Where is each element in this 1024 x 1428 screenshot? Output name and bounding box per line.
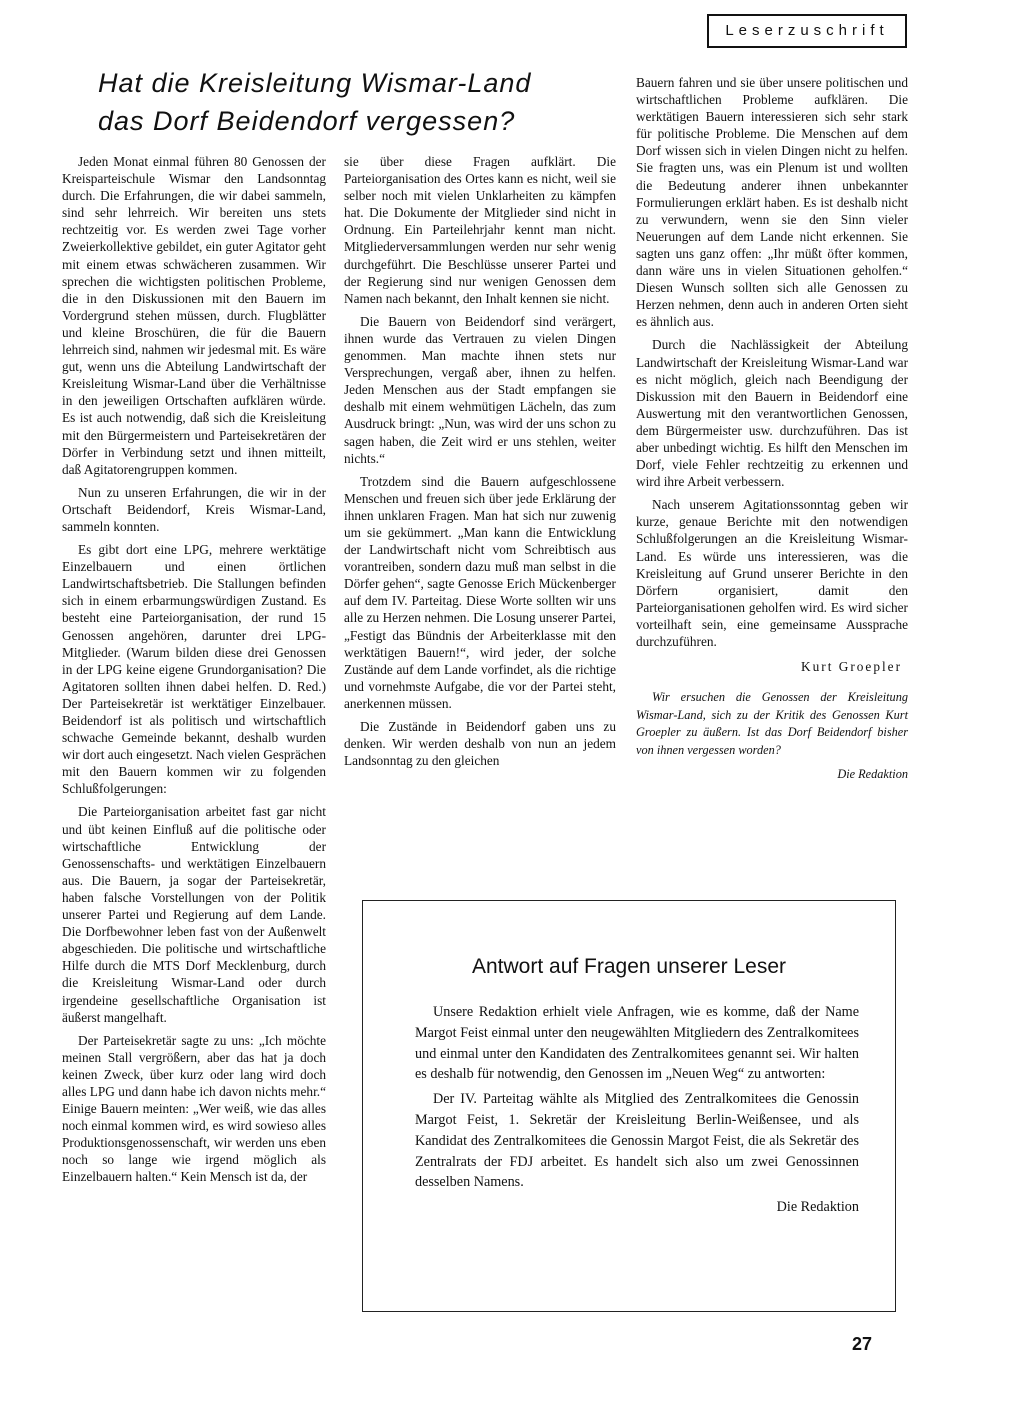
answer-box-body — [415, 1002, 859, 1222]
article-column-1 — [62, 153, 326, 1192]
answer-signature: Die Redaktion — [776, 1199, 859, 1216]
paragraph: Der Parteisekretär sagte zu uns: „Ich möchte meinen Stall vergrößern, aber das hat ja doch keinen Zweck, über kurz oder lang wird doch alles LPG und dann habe ich davon nichts mehr.“ Einige Bauern meinten: „Wer weiß, wie das alles noch einmal kommen wird, es wird sowieso alles Produktionsgenossenschaft, wir werden uns eben noch so lange wie irgend möglich als Einzelbauern halten.“ Kein Mensch ist da, der — [62, 1032, 326, 1185]
paragraph: Die Bauern von Beidendorf sind verärgert, ihnen wurde das Vertrauen zu vielen Dingen genommen. Man machte ihnen stets nur Versprechungen, vergaß aber, ihnen zu helfen. Jeden Menschen aus der Stadt empfangen sie deshalb mit einem wehmütigen Lächeln, das zum Ausdruck bringt: „Nun, was wird der uns schon zu sagen haben, die Zeit wird er uns stehlen, weiter nichts.“ — [344, 313, 616, 466]
section-tag: Leserzuschrift — [707, 14, 907, 48]
paragraph: Die Zustände in Beidendorf gaben uns zu denken. Wir werden deshalb von nun an jedem Landsonntag zu den gleichen — [344, 719, 616, 769]
paragraph: Die Parteiorganisation arbeitet fast gar nicht und übt keinen Einfluß auf die politische oder wirtschaftliche Entwicklung der Genossenschafts- und werktätigen Einzelbauern aus. Die Bauern, ja sogar der Parteisekretär, haben falsche Vorstellungen von der Politik unserer Partei und Regierung auf dem Lande. Die Dorfbewohner leben fast von der Außenwelt abgeschieden. Die politische und wirtschaftliche Hilfe durch die MTS Dorf Mecklenburg, durch die Kreisleitung Wismar-Land oder durch irgendeine gesellschaftliche Organisation ist äußerst mangelhaft. — [62, 804, 326, 1025]
answer-paragraph: Unsere Redaktion erhielt viele Anfragen, wie es komme, daß der Name Margot Feist einmal unter den neugewählten Mitgliedern des Zentralkomitees und einmal unter den Kandidaten des Zentralkomitees genannt sei. Wir halten es deshalb für notwendig, den Genossen im „Neuen Weg“ zu antworten: — [415, 1004, 859, 1083]
paragraph: Bauern fahren und sie über unsere politischen und wirtschaftlichen Probleme aufklären. Die werktätigen Bauern interessieren sich sehr stark für politische Probleme. Die Menschen auf dem Dorf wissen sich in vielen Dingen nicht zu helfen. Sie fragten uns, was ein Plenum ist und wollten die Bedeutung anderer ihnen unbekannter Formulierungen erklärt haben. Es ist deshalb nicht zu verwundern, wenn sie den Sinn vieler Neuerungen auf dem Lande nicht erkennen. Sie sagten uns ganz offen: „Ihr müßt öfter kommen, dann wäre uns in vielen Situationen geholfen.“ Diesen Wunsch sollten sich alle Genossen zu Herzen nehmen, denn auch in anderen Orten sieht es ähnlich aus. — [636, 75, 908, 330]
headline-line-1: Hat die Kreisleitung Wismar-Land — [98, 68, 532, 98]
paragraph: Nun zu unseren Erfahrungen, die wir in der Ortschaft Beidendorf, Kreis Wismar-Land, sammeln konnten. — [62, 484, 326, 534]
answer-box — [362, 900, 896, 1312]
article-headline — [98, 64, 598, 140]
headline-line-2: das Dorf Beidendorf vergessen? — [98, 106, 516, 136]
author-signature: Kurt Groepler — [801, 659, 902, 675]
paragraph: Trotzdem sind die Bauern aufgeschlossene Menschen und freuen sich über jede Erklärung der ihnen unklaren Fragen. Man hat sich nur zuwenig um sie gekümmert. „Man kann die Entwicklung der Landwirtschaft nicht vom Schreibtisch aus vorantreiben, sondern dazu muß man selbst in die Dörfer gehen“, sagte Genosse Erich Mückenberger auf dem IV. Parteitag. Diese Worte sollten wir uns alle zu Herzen nehmen. Die Losung unserer Partei, „Festigt das Bündnis der Arbeiterklasse mit den werktätigen Bauern!“, wird jeder, der solche Zustände auf dem Lande vorfindet, als die richtige und vornehmste Aufgabe, die vor der Partei steht, anerkennen müssen. — [344, 473, 616, 711]
editor-note-signature: Die Redaktion — [837, 766, 908, 781]
answer-box-title: Antwort auf Fragen unserer Leser — [472, 955, 786, 978]
article-column-2 — [344, 153, 616, 775]
paragraph: Durch die Nachlässigkeit der Abteilung Landwirtschaft der Kreisleitung Wismar-Land war es nicht möglich, gleich nach Beendigung der Diskussion mit den Bauern in Beidendorf eine Auswertung mit den verantwortlichen Genossen, dem Bürgermeister usw. durchzuführen. Das ist aber unbedingt wichtig. Es hilft den Menschen im Dorf, viele Fehler rechtzeitig zu erkennen und wird ihre Arbeit verbessern. — [636, 337, 908, 490]
paragraph: Jeden Monat einmal führen 80 Genossen der Kreisparteischule Wismar den Landsonntag durch. Die Erfahrungen, die wir dabei sammeln, sind sehr lehrreich. Wir bereiten uns stets rechtzeitig vor. Es werden zwei Tage vorher Zweierkollektive gebildet, ein guter Agitator geht mit einem etwas schwächeren zusammen. Wir sprechen die wichtigsten politischen Probleme, die in den Diskussionen mit den Bauern im Vordergrund stehen müssen, durch. Flugblätter und kleine Broschüren, die für die Bauern lehrreich sind, nahmen wir jedesmal mit. Es wäre gut, wenn uns die Abteilung Landwirtschaft der Kreisleitung Wismar-Land über die Verhältnisse in den jeweiligen Ortschaften aufklären würde. Es ist auch notwendig, daß sich die Kreisleitung mit den Bürgermeistern und Parteisekretären der Dörfer in Verbindung setzt und ihnen mitteilt, daß Agitatorengruppen kommen. — [62, 154, 326, 477]
answer-paragraph: Der IV. Parteitag wählte als Mitglied des Zentralkomitees die Genossin Margot Feist, 1. Sekretär der Kreisleitung Berlin-Weißensee, und als Kandidat des Zentralkomitees die Genossin Margot Feist, die als Sekretär des Zentralrats der FDJ arbeitet. Es handelt sich also um zwei Genossinnen desselben Namens. — [415, 1091, 859, 1191]
editor-note: Wir ersuchen die Genossen der Kreisleitung Wismar-Land, sich zu der Kritik des Genossen Kurt Groepler zu äußern. Ist das Dorf Beidendorf bisher von ihnen vergessen worden? — [636, 690, 908, 757]
paragraph: sie über diese Fragen aufklärt. Die Parteiorganisation des Ortes kann es nicht, weil sie selber noch mit vielen Unklarheiten zu kämpfen hat. Die Dokumente der Mitglieder sind nicht in Ordnung. Ein Parteilehrjahr kennt man nicht. Mitgliederversammlungen werden nur sehr wenig durchgeführt. Die Beschlüsse unserer Partei und der Regierung sind nur wenigen Genossen dem Namen nach bekannt, den Inhalt kennen sie nicht. — [344, 154, 616, 306]
page-number: 27 — [852, 1334, 873, 1354]
article-column-3 — [636, 74, 908, 789]
paragraph: Es gibt dort eine LPG, mehrere werktätige Einzelbauern und einen örtlichen Landwirtschaftsbetrieb. Die Stallungen befinden sich in einem erbarmungswürdigen Zustand. Es besteht eine Parteiorganisation, der rund 15 Genossen angehören, darunter drei LPG-Mitglieder. (Warum bilden diese drei Genossen in der LPG keine eigene Grundorganisation? Die Agitatoren sollten ihnen dabei helfen. D. Red.) Der Parteisekretär ist werktätiger Einzelbauer. Beidendorf ist als politisch und wirtschaftlich schwache Gemeinde bekannt, deshalb wurden wir dort auch eingesetzt. Nach vielen Gesprächen mit den Bauern kommen wir zu folgenden Schlußfolgerungen: — [62, 542, 326, 797]
paragraph: Nach unserem Agitationssonntag geben wir kurze, genaue Berichte mit den notwendigen Schlußfolgerungen an die Kreisleitung Wismar-Land. Es würde uns interessieren, was die Kreisleitung auf Grund unserer Berichte in den Dörfern organisiert, damit den Parteiorganisationen geholfen wird. Es wird sicher vorteilhaft sein, eine gemeinsame Aussprache durchzuführen. — [636, 497, 908, 649]
